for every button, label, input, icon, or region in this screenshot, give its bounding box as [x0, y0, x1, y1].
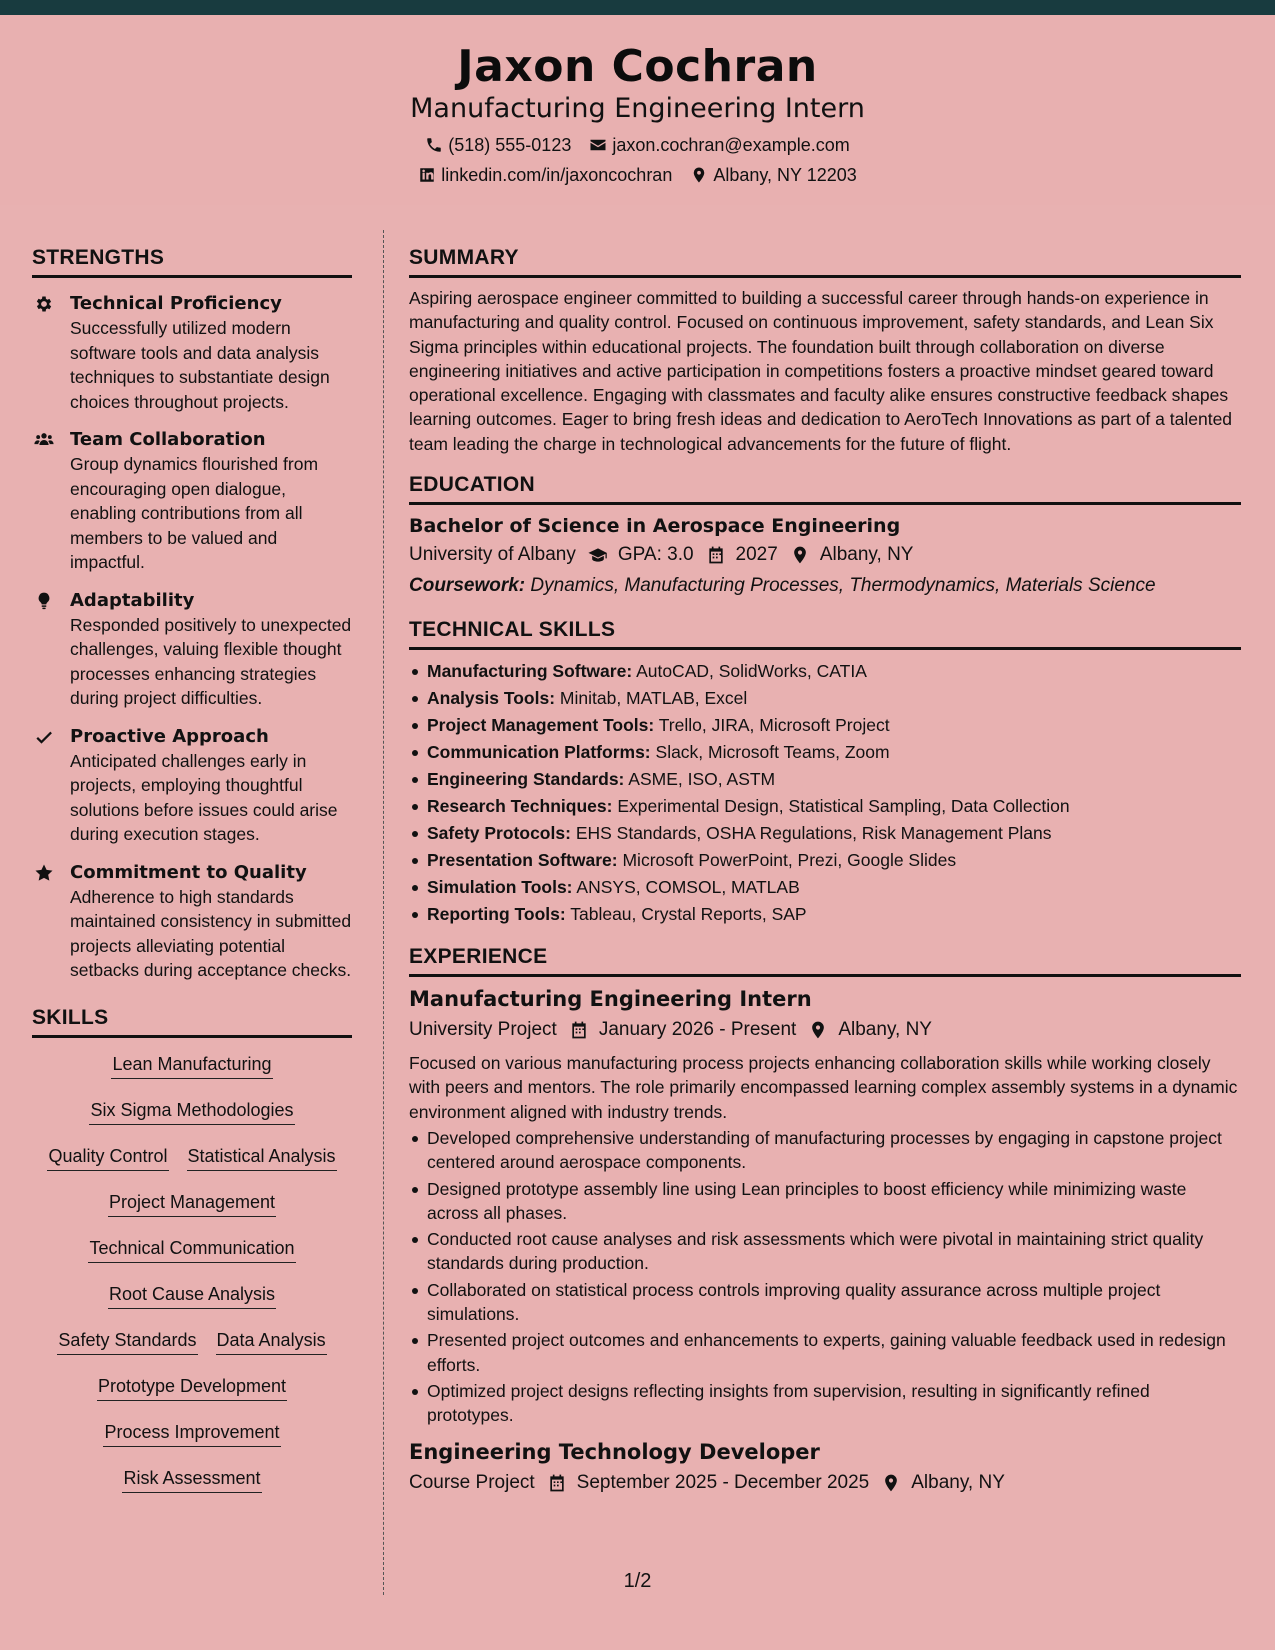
education-meta: [409, 540, 1241, 570]
list-item: [409, 739, 1241, 766]
right-column: [409, 245, 1241, 1498]
candidate-title: Manufacturing Engineering Intern: [410, 93, 865, 125]
strength-desc: Successfully utilized modern software tools and data analysis techniques to substantiate design choices throughout projects.: [70, 318, 330, 412]
map-pin-icon: [790, 545, 810, 565]
list-item: [409, 712, 1241, 739]
job-meta: [409, 1015, 1241, 1045]
strength-desc: Anticipated challenges early in projects, employing thoughtful solutions before issues could arise during execution stages.: [70, 750, 338, 844]
contact-email[interactable]: [589, 132, 849, 158]
envelope-icon: [589, 136, 607, 154]
list-item: [409, 901, 1241, 928]
skill-value: Tableau, Crystal Reports, SAP: [570, 904, 807, 925]
skill-label: Manufacturing Software:: [427, 661, 633, 682]
linkedin-icon: [418, 166, 436, 184]
skill-tag: Technical Communication: [88, 1234, 295, 1263]
skill-tag: Six Sigma Methodologies: [89, 1096, 294, 1125]
coursework-list: Dynamics, Manufacturing Processes, Thermodynamics, Materials Science: [530, 575, 1156, 597]
skill-label: Engineering Standards:: [427, 769, 625, 790]
list-item: Optimized project designs reflecting insights from supervision, resulting in significantly refined prototypes.: [409, 1379, 1241, 1428]
list-item: Developed comprehensive understanding of manufacturing processes by engaging in capstone project centered around aerospace components.: [409, 1126, 1241, 1175]
skill-tag-wrap: [38, 1464, 346, 1493]
calendar-icon: [569, 1020, 589, 1040]
users-icon: [32, 428, 70, 575]
skill-tag: Root Cause Analysis: [108, 1280, 276, 1309]
list-item: [409, 847, 1241, 874]
skill-tags: [32, 1050, 352, 1510]
strength-desc: Responded positively to unexpected challenges, valuing flexible thought processes enhancing strategies during project difficulties.: [70, 614, 352, 708]
skill-tag-wrap: [38, 1418, 346, 1447]
strengths-heading: STRENGTHS: [32, 245, 352, 278]
list-item: [409, 793, 1241, 820]
job-meta: [409, 1468, 1241, 1498]
skill-label: Communication Platforms:: [427, 742, 651, 763]
phone-text: (518) 555-0123: [448, 134, 572, 155]
skill-label: Analysis Tools:: [427, 688, 556, 709]
skill-tag: Risk Assessment: [122, 1464, 261, 1493]
star-icon: [32, 861, 70, 983]
coursework: [409, 571, 1241, 601]
skill-value: Slack, Microsoft Teams, Zoom: [655, 742, 890, 763]
skill-label: Project Management Tools:: [427, 715, 655, 736]
contact-row-1: [0, 132, 1275, 158]
strength-item: [32, 589, 352, 711]
experience-heading: EXPERIENCE: [409, 944, 1241, 977]
summary-text: Aspiring aerospace engineer committed to building a successful career through hands-on experience in manufacturing and quality control. Focused on continuous improvement, safety standards, and Lean Six Sigma principles within educational projects. The foundation built through collaboration on diverse engineering initiatives and active participation in competitions fosters a proactive mindset geared toward operational excellence. Engaging with classmates and faculty alike ensures constructive feedback shapes learning outcomes. Eager to bring fresh ideas and dedication to AeroTech Innovations as part of a talented team leading the charge in technological advancements for the future of flight.: [409, 288, 1233, 454]
skills-heading: SKILLS: [32, 1005, 352, 1038]
map-pin-icon: [808, 1020, 828, 1040]
strength-desc: Group dynamics flourished from encouraging open dialogue, enabling contributions from all members to be valued and impactful.: [70, 454, 319, 572]
skill-tag: Data Analysis: [216, 1326, 327, 1355]
list-item: [409, 820, 1241, 847]
skill-tag-wrap: [38, 1050, 346, 1079]
page-number: 1/2: [623, 1570, 652, 1592]
list-item: [409, 658, 1241, 685]
skill-label: Simulation Tools:: [427, 877, 573, 898]
top-accent-bar: [0, 0, 1275, 15]
education-location: Albany, NY: [819, 544, 914, 566]
column-divider: [383, 230, 384, 1595]
degree-title: Bachelor of Science in Aerospace Engineering: [409, 515, 901, 538]
left-column: [32, 245, 352, 1510]
list-item: Presented project outcomes and enhancements to experts, gaining valuable feedback used in redesign efforts.: [409, 1328, 1241, 1377]
skill-tag-wrap: [38, 1234, 346, 1263]
skill-label: Presentation Software:: [427, 850, 618, 871]
list-item: [409, 685, 1241, 712]
candidate-name: Jaxon Cochran: [457, 41, 818, 92]
job-org: Course Project: [409, 1471, 535, 1493]
strength-item: [32, 428, 352, 575]
skill-tag-wrap: [38, 1280, 346, 1309]
job-bullets: [409, 1126, 1241, 1428]
skill-tag-wrap: [38, 1188, 346, 1217]
strength-title: Technical Proficiency: [70, 293, 282, 314]
skill-value: Minitab, MATLAB, Excel: [559, 688, 748, 709]
calendar-icon: [547, 1473, 567, 1493]
skill-value: Microsoft PowerPoint, Prezi, Google Slides: [622, 850, 957, 871]
skill-tag: Project Management: [108, 1188, 276, 1217]
contact-row-2: [0, 162, 1275, 188]
strength-title: Commitment to Quality: [70, 861, 307, 883]
skill-tag: Process Improvement: [103, 1418, 280, 1447]
skill-value: ANSYS, COMSOL, MATLAB: [576, 877, 800, 898]
skill-tag-wrap: [38, 1372, 346, 1401]
strength-title: Proactive Approach: [70, 725, 269, 747]
gear-icon: [32, 292, 70, 414]
job-description: Focused on various manufacturing process projects enhancing collaboration skills while working closely with peers and mentors. The role primarily encompassed learning complex assembly systems in a dynamic environment aligned with industry trends.: [409, 1053, 1238, 1122]
map-pin-icon: [881, 1473, 901, 1493]
grad-year: 2027: [735, 544, 778, 566]
strength-item: [32, 861, 352, 983]
strength-title: Team Collaboration: [70, 429, 266, 450]
strength-item: [32, 725, 352, 847]
location-text: Albany, NY 12203: [713, 164, 857, 185]
resume-header: [0, 15, 1275, 205]
skill-value: ASME, ISO, ASTM: [628, 769, 776, 790]
strength-item: [32, 292, 352, 414]
job-location: Albany, NY: [911, 1471, 1005, 1493]
skill-value: AutoCAD, SolidWorks, CATIA: [636, 661, 867, 682]
lightbulb-icon: [32, 589, 70, 711]
graduation-cap-icon: [588, 545, 608, 565]
calendar-icon: [706, 545, 726, 565]
summary-heading: SUMMARY: [409, 245, 1241, 278]
check-icon: [32, 725, 70, 847]
school-name: University of Albany: [409, 544, 576, 566]
skill-label: Reporting Tools:: [427, 904, 566, 925]
list-item: Collaborated on statistical process controls improving quality assurance across multiple project simulations.: [409, 1278, 1241, 1327]
job-location: Albany, NY: [838, 1019, 932, 1041]
map-pin-icon: [690, 166, 708, 184]
strength-desc: Adherence to high standards maintained consistency in submitted projects alleviating potential setbacks during acceptance checks.: [70, 886, 352, 980]
job-title: Manufacturing Engineering Intern: [409, 987, 812, 1012]
skill-value: Experimental Design, Statistical Sampling, Data Collection: [617, 796, 1070, 817]
list-item: [409, 874, 1241, 901]
skill-tag: Safety Standards: [57, 1326, 197, 1355]
skill-tag: Lean Manufacturing: [111, 1050, 272, 1079]
job-dates: September 2025 - December 2025: [576, 1471, 870, 1493]
contact-phone[interactable]: [425, 132, 571, 158]
skill-tag-wrap: [38, 1096, 346, 1125]
technical-skills-heading: TECHNICAL SKILLS: [409, 617, 1241, 650]
skill-label: Safety Protocols:: [427, 823, 571, 844]
coursework-label: Coursework:: [409, 575, 526, 597]
list-item: Designed prototype assembly line using Lean principles to boost efficiency while minimizing waste across all phases.: [409, 1177, 1241, 1226]
strength-title: Adaptability: [70, 589, 195, 611]
gpa-text: GPA: 3.0: [617, 544, 694, 566]
education-heading: EDUCATION: [409, 472, 1241, 505]
phone-icon: [425, 136, 443, 154]
skill-tag: Prototype Development: [97, 1372, 287, 1401]
contact-location: [690, 162, 856, 188]
skill-tag: Quality Control: [47, 1142, 168, 1171]
technical-skills-list: [409, 658, 1241, 928]
job-org: University Project: [409, 1019, 557, 1041]
skill-label: Research Techniques:: [427, 796, 613, 817]
skill-tag: Statistical Analysis: [187, 1142, 337, 1171]
job-title: Engineering Technology Developer: [409, 1439, 820, 1464]
linkedin-text: linkedin.com/in/jaxoncochran: [441, 164, 673, 185]
list-item: Conducted root cause analyses and risk assessments which were pivotal in maintaining strict quality standards during production.: [409, 1227, 1241, 1276]
skill-value: Trello, JIRA, Microsoft Project: [658, 715, 890, 736]
list-item: [409, 766, 1241, 793]
job-dates: January 2026 - Present: [598, 1019, 797, 1041]
skill-value: EHS Standards, OSHA Regulations, Risk Management Plans: [575, 823, 1052, 844]
contact-linkedin[interactable]: [418, 162, 672, 188]
email-text: jaxon.cochran@example.com: [612, 134, 850, 155]
